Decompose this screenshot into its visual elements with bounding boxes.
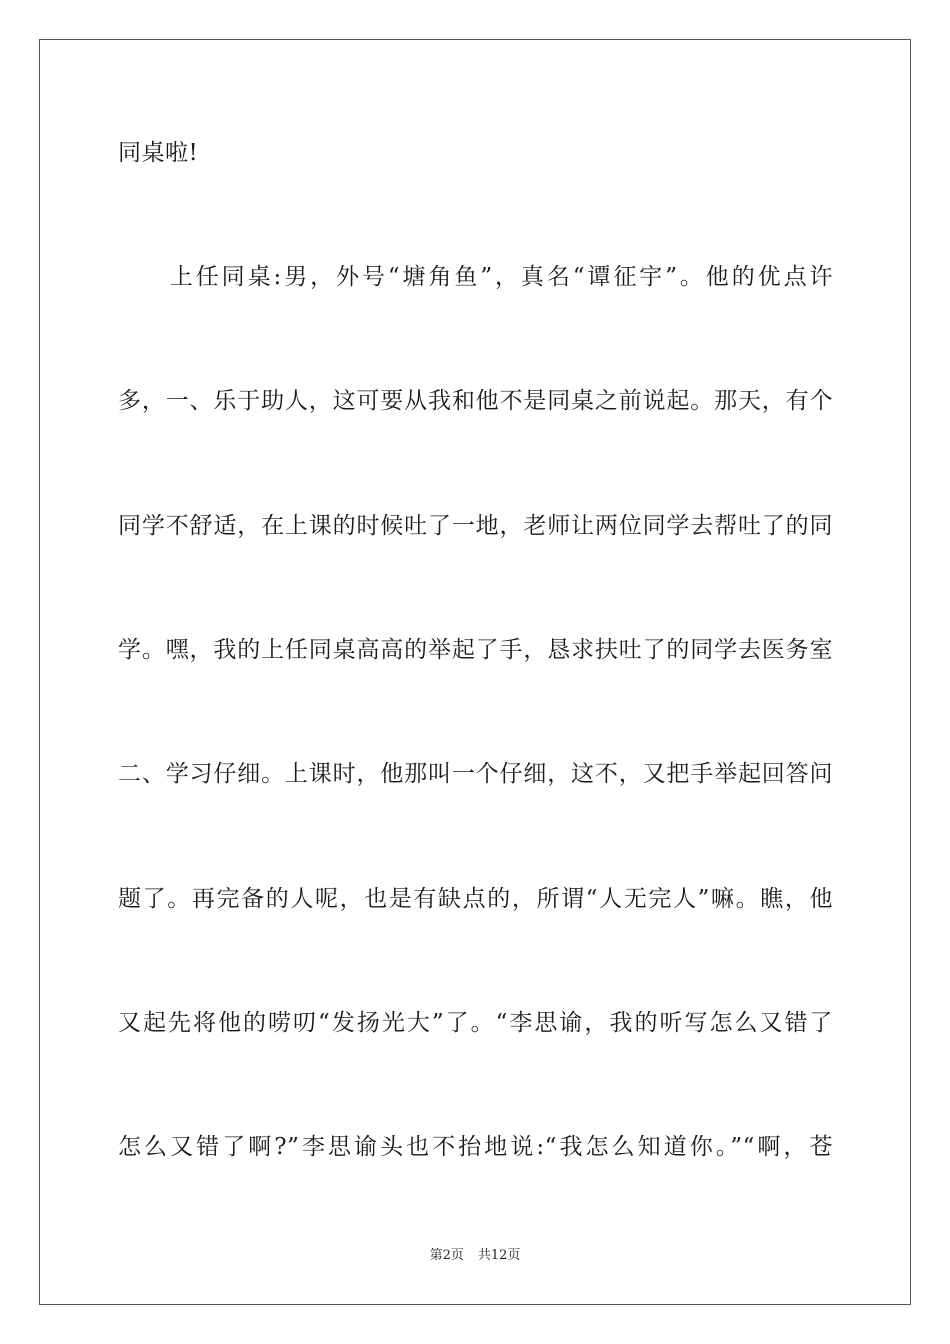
text-line-5: 学。嘿，我的上任同桌高高的举起了手，恳求扶吐了的同学去医务室	[118, 637, 833, 663]
text-line-3: 多，一、乐于助人，这可要从我和他不是同桌之前说起。那天，有个	[118, 388, 833, 414]
text-line-6: 二、学习仔细。上课时，他那叫一个仔细，这不，又把手举起回答问	[118, 761, 833, 787]
page-number: 第2页	[429, 1248, 464, 1263]
total-pages: 共12页	[477, 1248, 521, 1263]
text-line-1: 同桌啦!	[118, 140, 199, 166]
text-line-2: 上任同桌:男，外号“塘角鱼”，真名“谭征宇”。他的优点许	[118, 264, 833, 290]
page-footer	[0, 1247, 950, 1265]
text-line-4: 同学不舒适，在上课的时候吐了一地，老师让两位同学去帮吐了的同	[118, 513, 833, 539]
text-line-7: 题了。再完备的人呢，也是有缺点的，所谓“人无完人”嘛。瞧，他	[118, 886, 833, 912]
text-line-9: 怎么又错了啊?”李思谕头也不抬地说:“我怎么知道你。”“啊，苍	[118, 1134, 833, 1160]
text-line-8: 又起先将他的唠叨“发扬光大”了。“李思谕，我的听写怎么又错了	[118, 1010, 833, 1036]
page-border	[39, 39, 911, 1305]
